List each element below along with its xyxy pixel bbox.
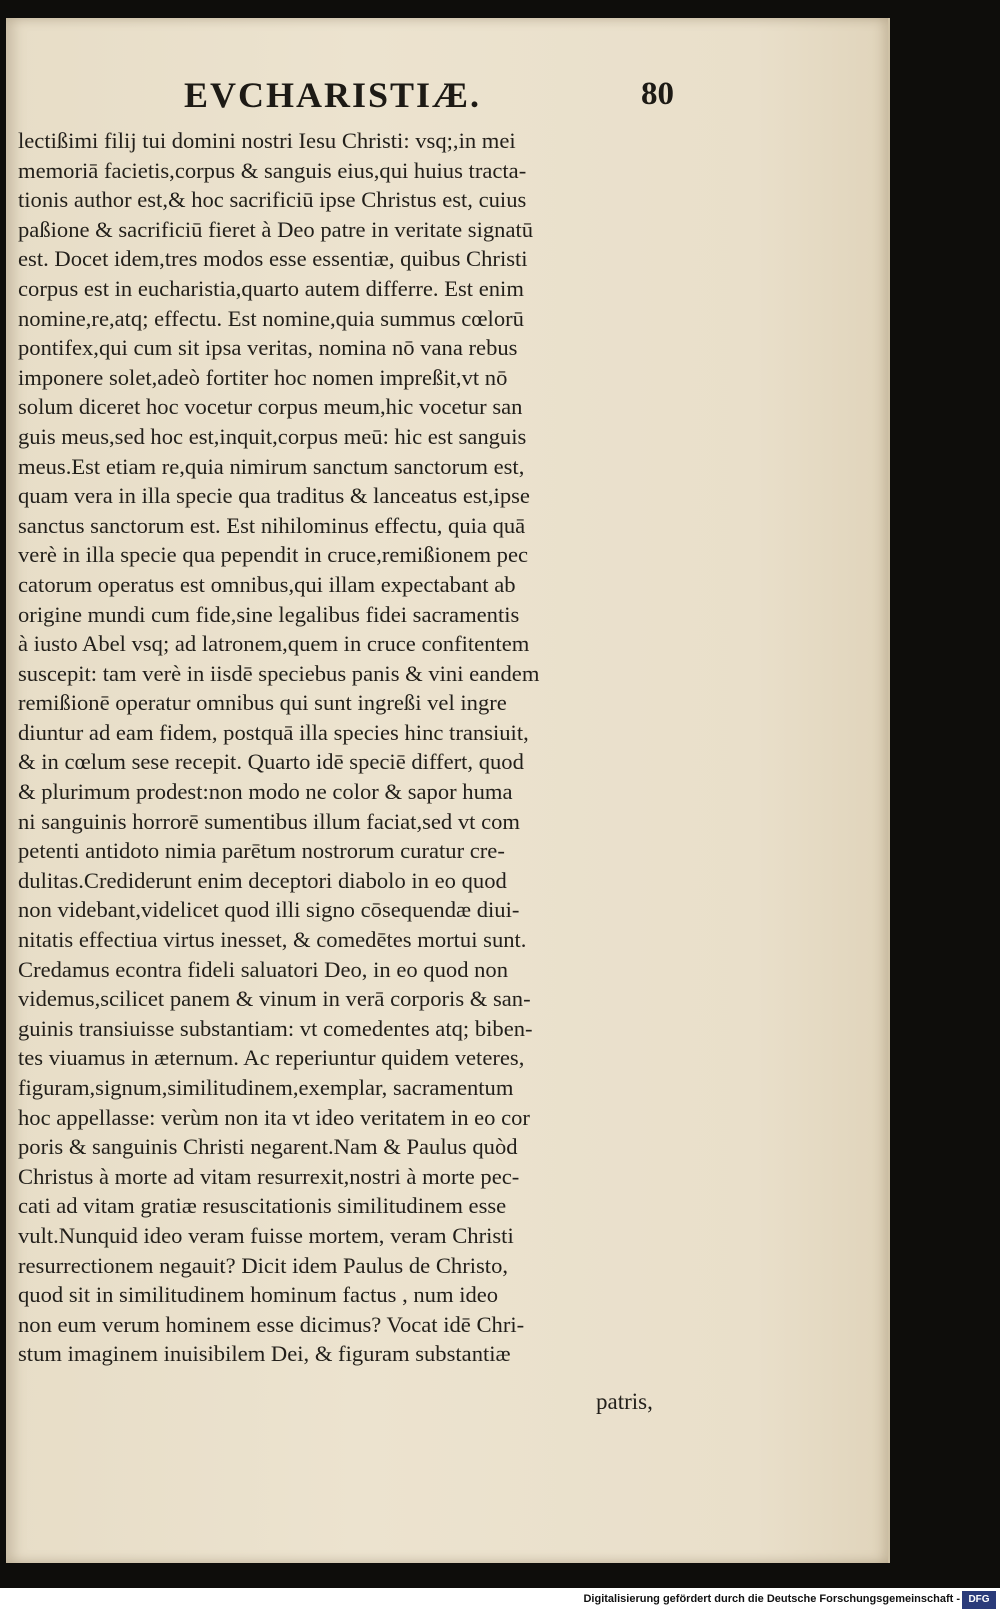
folio-number: 80 [641,76,674,112]
text-line: hoc appellasse: verùm non ita vt ideo veritatem in eo cor [18,1104,530,1130]
text-line: nitatis effectiua virtus inesset, & comedētes mortui sunt. [18,927,527,953]
text-line: meus.Est etiam re,quia nimirum sanctum sanctorum est, [18,453,525,479]
text-line: verè in illa specie qua pependit in cruce,remißionem pec [18,542,529,568]
text-line: origine mundi cum fide,sine legalibus fidei sacramentis [18,601,520,627]
text-line: corpus est in eucharistia,quarto autem differre. Est enim [18,275,524,301]
text-line: pontifex,qui cum sit ipsa veritas, nomina nō vana rebus [18,335,518,361]
page-header [6,74,888,134]
text-line: quam vera in illa specie qua traditus & lanceatus est,ipse [18,483,530,509]
text-line: à iusto Abel vsq; ad latronem,quem in cruce confitentem [18,631,530,657]
text-line: figuram,signum,similitudinem,exemplar, sacramentum [18,1075,514,1100]
text-line: suscepit: tam verè in iisdē speciebus panis & vini eandem [18,660,540,686]
text-line: & plurimum prodest:non modo ne color & sapor huma [18,779,513,805]
body-text [18,126,698,1369]
text-line: est. Docet idem,tres modos esse essentiæ, quibus Christi [18,246,528,272]
text-line: quod sit in similitudinem hominum factus , num ideo [18,1282,499,1308]
text-line: memoriā facietis,corpus & sanguis eius,qui huius tracta- [18,157,527,183]
text-line: diuntur ad eam fidem, postquā illa species hinc transiuit, [18,719,529,745]
text-line: guis meus,sed hoc est,inquit,corpus meū: hic est sanguis [18,423,527,449]
catchword: patris, [596,1389,653,1414]
text-line: solum diceret hoc vocetur corpus meum,hic vocetur san [18,394,523,420]
text-line: nomine,re,atq; effectu. Est nomine,quia summus cœlorū [18,305,524,331]
text-line: non videbant,videlicet quod illi signo cōsequendæ diui- [18,897,520,923]
text-line: & in cœlum sese recepit. Quarto idē speciē differt, quod [18,749,524,775]
text-line: non eum verum hominem esse dicimus? Vocat idē Chri- [18,1311,525,1337]
text-line: poris & sanguinis Christi negarent.Nam & Paulus quòd [18,1134,518,1160]
text-line: petenti antidoto nimia parētum nostrorum curatur cre- [18,838,505,864]
text-line: dulitas.Crediderunt enim deceptori diabolo in eo quod [18,867,507,893]
text-line: sanctus sanctorum est. Est nihilominus effectu, quia quā [18,512,526,538]
text-line: lectißimi filij tui domini nostri Iesu Christi: vsq;,in mei [18,128,516,153]
text-line: videmus,scilicet panem & vinum in verā corporis & san- [18,986,531,1012]
text-line: Credamus econtra fideli saluatori Deo, in eo quod non [18,956,509,982]
text-line: tionis author est,& hoc sacrificiū ipse Christus est, cuius [18,187,527,213]
text-line: imponere solet,adeò fortiter hoc nomen impreßit,vt nō [18,364,508,390]
text-line: guinis transiuisse substantiam: vt comedentes atq; biben- [18,1015,533,1041]
book-page [6,18,890,1563]
digitization-credit: Digitalisierung gefördert durch die Deutsche Forschungsgemeinschaft - [583,1593,960,1605]
text-line: tes viuamus in æternum. Ac reperiuntur quidem veteres, [18,1045,525,1071]
text-line: vult.Nunquid ideo veram fuisse mortem, veram Christi [18,1222,514,1248]
text-line: resurrectionem negauit? Dicit idem Paulus de Christo, [18,1252,509,1278]
text-line: remißionē operatur omnibus qui sunt ingreßi vel ingre [18,690,507,716]
text-line: cati ad vitam gratiæ resuscitationis similitudinem esse [18,1193,507,1219]
text-line: stum imaginem inuisibilem Dei, & figuram substantiæ [18,1341,511,1367]
dfg-logo: DFG [962,1591,996,1609]
text-line: catorum operatus est omnibus,qui illam expectabant ab [18,571,516,597]
text-line: ni sanguinis horrorē sumentibus illum faciat,sed vt com [18,808,520,834]
text-line: Christus à morte ad vitam resurrexit,nostri à morte pec- [18,1163,520,1189]
running-title: EVCHARISTIÆ. [184,75,482,115]
text-line: paßione & sacrificiū fieret à Deo patre in veritate signatū [18,216,534,242]
